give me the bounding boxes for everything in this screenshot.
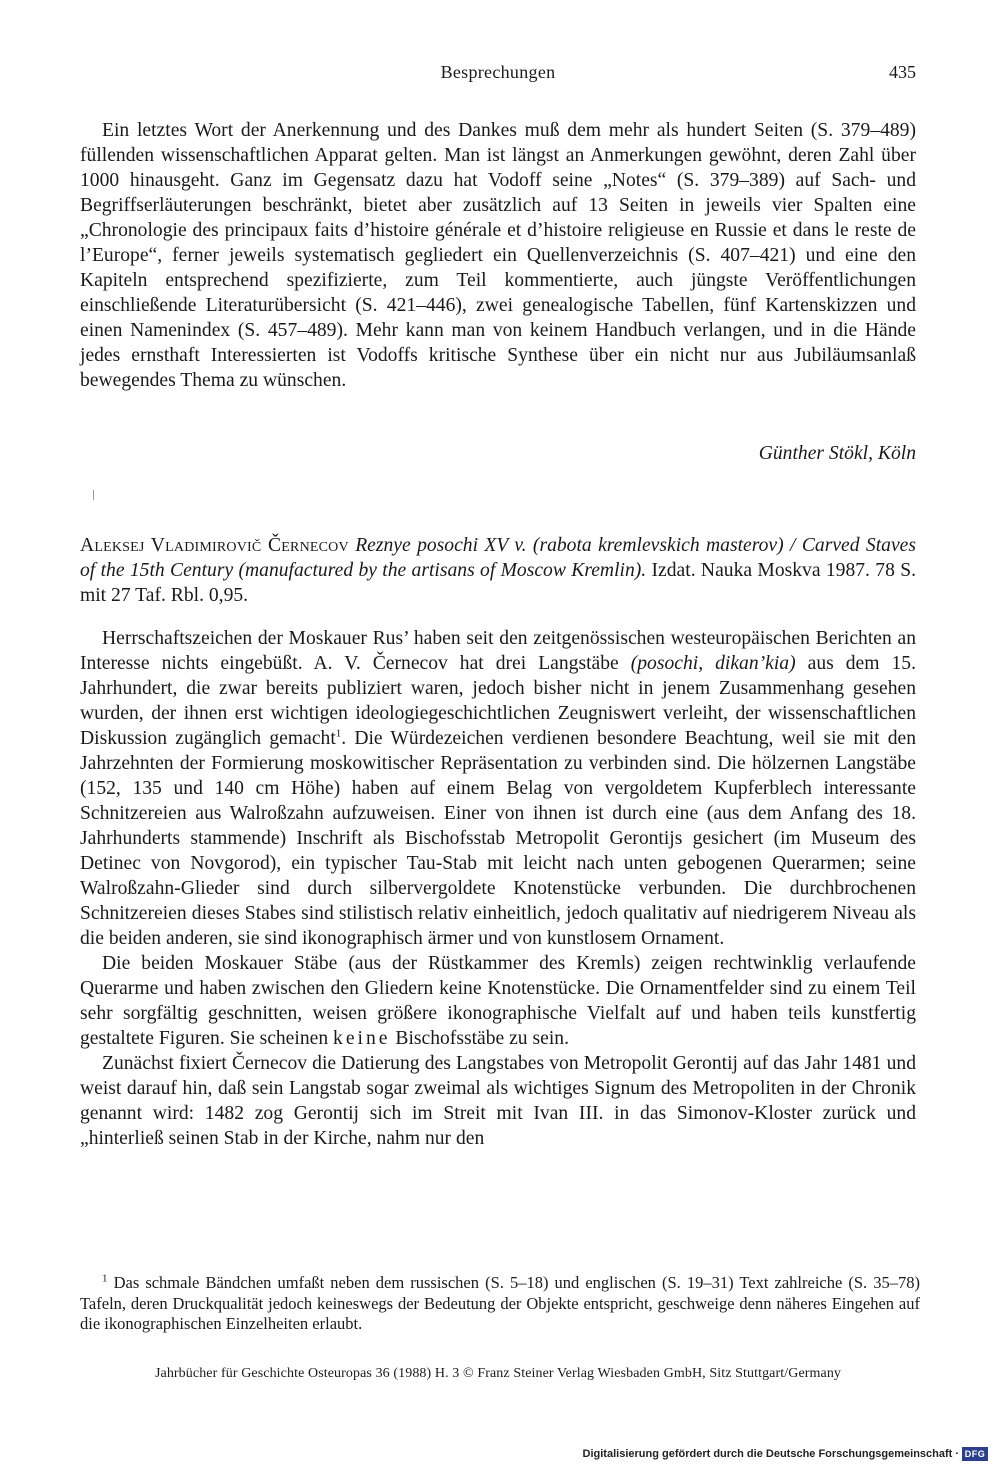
footnote-paragraph <box>80 1273 920 1335</box>
review-closing-paragraph: Ein letztes Wort der Anerkennung und des Dankes muß dem mehr als hundert Seiten (S. 379–489) füllenden wissenschaftlichen Apparat gelten. Man ist längst an Anmerkungen gewöhnt, deren Zahl über 1000 hinausgeht. Ganz im Gegensatz dazu hat Vodoff seine „Notes“ (S. 379–389) auf Sach- und Begriffserläuterungen beschränkt, bietet aber zusätzlich auf 13 Seiten in jeweils vier Spalten eine „Chronologie des principaux faits d’histoire générale et d’histoire religieuse en Russie et dans le reste de l’Europe“, ferner jeweils systematisch gegliedert ein Quellenverzeichnis (S. 407–421) und eine den Kapiteln entsprechend spezifizierte, zum Teil kommentierte, auch jüngste Veröffentlichungen einschließende Literaturübersicht (S. 421–446), zwei genealogische Tabellen, fünf Kartenskizzen und einen Namenindex (S. 457–489). Mehr kann man von keinem Handbuch verlangen, und in die Hände jedes ernsthaft Interessierten ist Vodoffs kritische Synthese über ein nicht nur aus Jubiläumsanlaß bewegendes Thema zu wünschen. <box>80 120 916 391</box>
review-body <box>80 626 916 1151</box>
margin-mark <box>93 490 94 500</box>
book-author: Aleksej Vladimirovič Černecov <box>80 535 349 556</box>
review-closing-section <box>80 118 916 393</box>
footnote-text: Das schmale Bändchen umfaßt neben dem russischen (S. 5–18) und englischen (S. 19–31) Text zahlreiche (S. 35–78) Tafeln, deren Druckqualität jedoch keineswegs der Bedeutung der Objekte entspricht, geschweige denn näheres Eingehen auf die ikonographischen Einzelheiten erlaubt. <box>80 1273 920 1333</box>
review-paragraph-1 <box>80 626 916 951</box>
paragraph-1-text-c: . Die Würdezeichen verdienen besondere Beachtung, weil sie mit den Jahrzehnten der Formierung moskowitischer Repräsentation zu verbinden sind. Die hölzernen Langstäbe (152, 135 und 140 cm Höhe) haben auf einem Belag von vergoldetem Kupferblech interessante Schnitzereien aus Walroßzahn aufzuweisen. Einer von ihnen ist durch eine (aus dem Anfang des 18. Jahrhunderts stammende) Inschrift als Bischofsstab Metropolit Gerontijs gesichert (im Museum des Detinec von Novgorod), ein typischer Tau-Stab mit leicht nach unten gebogenen Querarmen; seine Walroßzahn-Glieder sind durch silbervergoldete Knotenstücke verbunden. Die durchbrochenen Schnitzereien dieses Stabes sind stilistisch relativ einheitlich, jedoch qualitativ auf niedrigerem Niveau als die beiden anderen, sie sind ikonographisch ärmer und von kunstlosem Ornament. <box>80 728 916 949</box>
paragraph-1-italic-terms: (posochi, dikan’kia) <box>630 653 796 674</box>
journal-imprint: Jahrbücher für Geschichte Osteuropas 36 (1988) H. 3 © Franz Steiner Verlag Wiesbaden GmbH, Sitz Stuttgart/Germany <box>154 1366 842 1381</box>
footnote <box>80 1273 920 1335</box>
paragraph-2-text-b: Bischofsstäbe zu sein. <box>395 1028 569 1049</box>
paragraph-1-text-b: aus dem 15. Jahrhundert, die zwar bereits publiziert waren, jedoch bisher nicht in jenem Zusammenhang gesehen wurden, der ihnen erst wichtigen ideologiegeschichtlichen Zeugniswert verleiht, der wissenschaftlichen Diskussion zugänglich gemacht <box>80 653 916 749</box>
paragraph-2-emphasis: keine <box>333 1028 391 1049</box>
book-title: Reznye posochi XV v. (rabota kremlevskich masterov) / Carved Staves of the 15th Century (manufactured by the artisans of Moscow Kremlin). <box>80 535 916 581</box>
footnote-reference: 1 <box>335 727 342 740</box>
running-head <box>80 62 916 86</box>
book-publication: Izdat. Nauka Moskva 1987. 78 S. mit 27 Taf. Rbl. 0,95. <box>80 560 917 606</box>
paragraph-1-text-a: Herrschaftszeichen der Moskauer Rus’ haben seit den zeitgenössischen westeuropäischen Berichten an Interesse nichts eingebüßt. A. V. Černecov hat drei Langstäbe <box>80 628 916 674</box>
paragraph-2-text-a: Die beiden Moskauer Stäbe (aus der Rüstkammer des Kremls) zeigen rechtwinklig verlaufende Querarme und haben zwischen den Gliedern keine Knotenstücke. Die Ornamentfelder sind zu einem Teil sehr sorgfältig geschnitten, weisen größere ikonographische Vielfalt auf und haben teils kunstfertig gestaltete Figuren. Sie scheinen <box>80 953 916 1049</box>
footnote-marker: 1 <box>102 1272 108 1285</box>
review-paragraph-2 <box>80 951 916 1051</box>
page-number: 435 <box>889 62 916 82</box>
review-paragraph-3: Zunächst fixiert Černecov die Datierung des Langstabes von Metropolit Gerontij auf das Jahr 1481 und weist darauf hin, daß sein Langstab sogar zweimal als wichtiges Signum des Metropoliten in der Chronik genannt wird: 1482 zog Gerontij sich im Streit mit Ivan III. in das Simonov-Kloster zurück und „hinterließ seinen Stab in der Kirche, nahm nur den <box>80 1053 916 1149</box>
dfg-funding-notice: Digitalisierung gefördert durch die Deutsche Forschungsgemeinschaft · DFG <box>583 1446 988 1462</box>
dfg-logo-icon: DFG <box>962 1447 988 1461</box>
running-title: Besprechungen <box>440 62 556 82</box>
reviewer-signature: Günther Stökl, Köln <box>758 443 916 464</box>
dfg-funding-text: Digitalisierung gefördert durch die Deutsche Forschungsgemeinschaft <box>582 1448 953 1460</box>
review-bibliographic-heading <box>80 533 916 608</box>
